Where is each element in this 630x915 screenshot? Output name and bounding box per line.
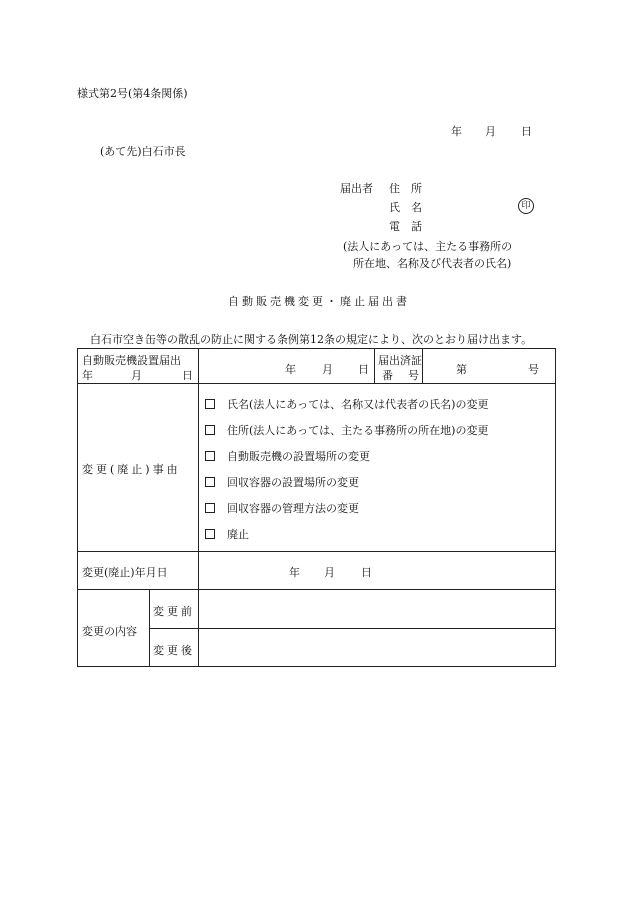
after-change-label: 変更後 bbox=[153, 644, 195, 657]
install-date-label-year: 年 bbox=[82, 369, 93, 382]
certificate-number-label-go: 号 bbox=[408, 369, 419, 382]
reason-option-address-change[interactable]: 住所(法人にあっては、主たる事務所の所在地)の変更 bbox=[205, 422, 488, 438]
form-number: 様式第2号(第4条関係) bbox=[77, 87, 188, 100]
install-date-label: 自動販売機設置届出 bbox=[82, 354, 181, 367]
checkbox-icon[interactable] bbox=[205, 477, 215, 487]
name-label: 氏 名 bbox=[389, 201, 422, 214]
change-content-label: 変更の内容 bbox=[82, 625, 137, 638]
certificate-number-label-ban: 番 bbox=[382, 369, 393, 382]
install-date-day: 日 bbox=[358, 363, 369, 376]
document-title: 自動販売機変更・廃止届出書 bbox=[228, 295, 410, 308]
checkbox-icon[interactable] bbox=[205, 399, 215, 409]
certificate-number-label: 届出済証 bbox=[378, 354, 422, 367]
form-table bbox=[77, 348, 556, 667]
change-date-year: 年 bbox=[289, 566, 300, 579]
checkbox-icon[interactable] bbox=[205, 425, 215, 435]
reason-option-location-change[interactable]: 自動販売機の設置場所の変更 bbox=[205, 448, 370, 464]
addressee: (あて先)白石市長 bbox=[100, 145, 186, 158]
applicant-note-2: 所在地、名称及び代表者の氏名) bbox=[353, 257, 512, 270]
before-change-field[interactable] bbox=[200, 591, 554, 627]
phone-label: 電 話 bbox=[389, 220, 422, 233]
change-date-label: 変更(廃止)年月日 bbox=[82, 566, 168, 579]
checkbox-icon[interactable] bbox=[205, 451, 215, 461]
certificate-number-go: 号 bbox=[528, 363, 539, 376]
intro-text: 白石市空き缶等の散乱の防止に関する条例第12条の規定により、次のとおり届け出ます。 bbox=[90, 333, 533, 346]
date-day: 日 bbox=[521, 125, 532, 138]
applicant-note-1: (法人にあっては、主たる事務所の bbox=[343, 240, 513, 253]
date-year: 年 bbox=[451, 125, 462, 138]
change-date-day: 日 bbox=[361, 566, 372, 579]
checkbox-icon[interactable] bbox=[205, 529, 215, 539]
install-date-label-month: 月 bbox=[131, 369, 142, 382]
after-change-field[interactable] bbox=[200, 630, 554, 665]
install-date-month: 月 bbox=[322, 363, 333, 376]
reason-option-name-change[interactable]: 氏名(法人にあっては、名称又は代表者の氏名)の変更 bbox=[205, 396, 488, 412]
install-date-year: 年 bbox=[285, 363, 296, 376]
checkbox-icon[interactable] bbox=[205, 503, 215, 513]
install-date-label-day: 日 bbox=[182, 369, 193, 382]
reason-label: 変更(廃止)事由 bbox=[82, 463, 181, 476]
address-label: 住 所 bbox=[389, 182, 422, 195]
date-month: 月 bbox=[485, 125, 496, 138]
certificate-number-dai: 第 bbox=[456, 363, 467, 376]
seal-mark: 印 bbox=[518, 198, 534, 214]
before-change-label: 変更前 bbox=[153, 605, 195, 618]
reason-option-bin-management-change[interactable]: 回収容器の管理方法の変更 bbox=[205, 500, 359, 516]
applicant-label: 届出者 bbox=[340, 182, 373, 195]
reason-option-bin-location-change[interactable]: 回収容器の設置場所の変更 bbox=[205, 474, 359, 490]
change-date-month: 月 bbox=[324, 566, 335, 579]
reason-option-abolish[interactable]: 廃止 bbox=[205, 526, 249, 542]
